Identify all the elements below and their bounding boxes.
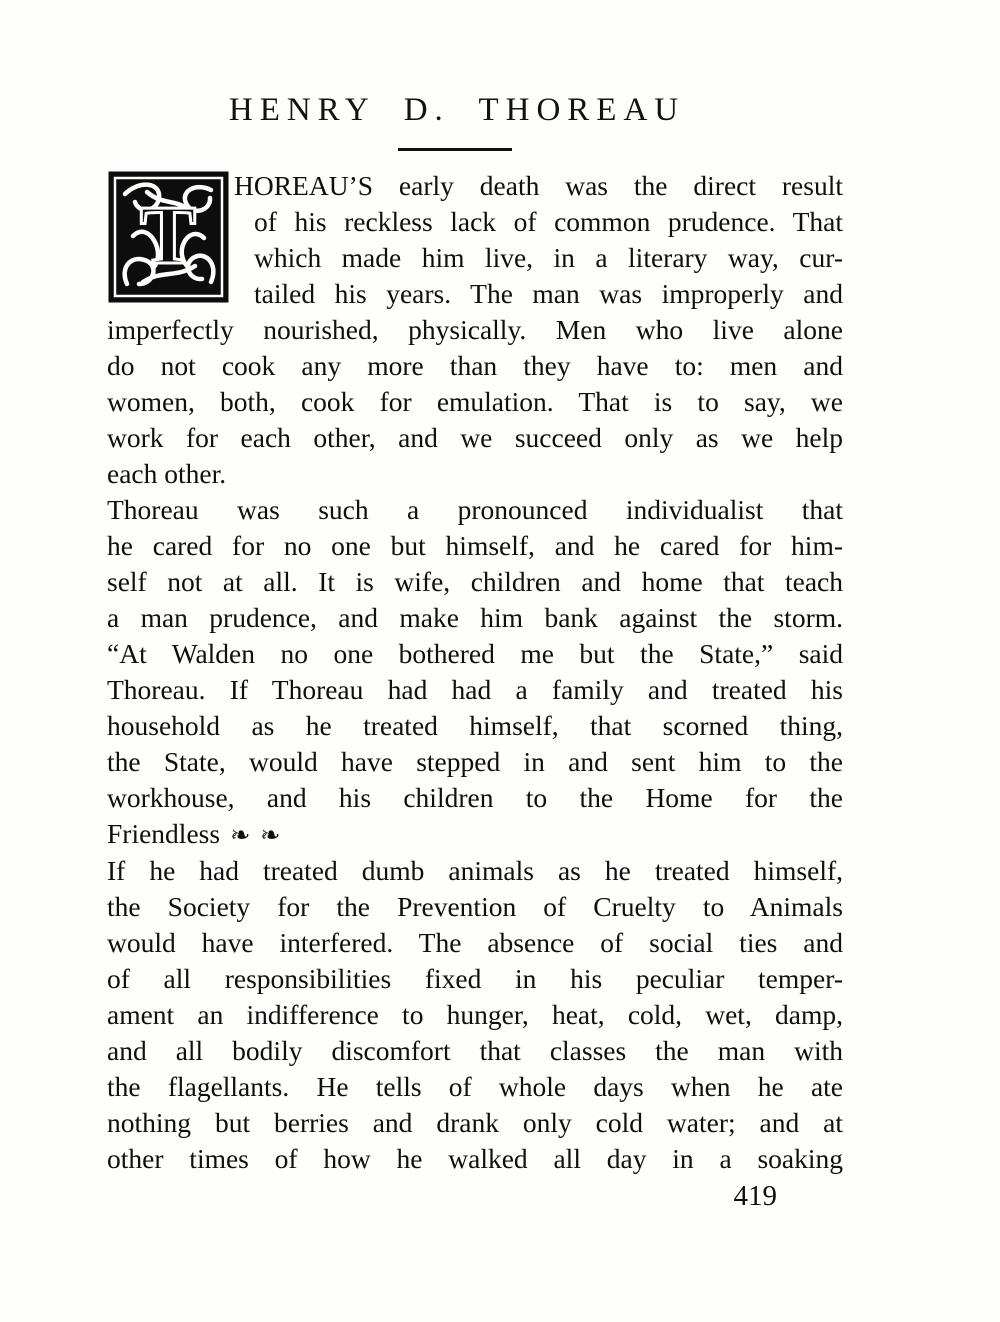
body-text: [107, 168, 843, 1177]
title-rule: [398, 148, 512, 151]
page-number: 419: [733, 1180, 777, 1212]
text-line: household as he treated himself, that scorned thing,: [107, 710, 843, 741]
text-line: nothing but berries and drank only cold water; and at: [107, 1107, 843, 1138]
dropcap-illustration: [107, 170, 230, 304]
text-line: other times of how he walked all day in a soaking: [107, 1143, 843, 1174]
text-line: If he had treated dumb animals as he treated himself,: [107, 855, 843, 886]
text-line: a man prudence, and make him bank against the storm.: [107, 602, 843, 633]
text-line: Friendless ❧ ❧: [107, 818, 281, 849]
fleuron-ornament-icon: ❧: [230, 821, 251, 849]
text-line: Thoreau. If Thoreau had had a family and treated his: [107, 674, 843, 705]
text-line: the State, would have stepped in and sent him to the: [107, 746, 843, 777]
text-line: tailed his years. The man was improperly and: [254, 278, 843, 309]
text-line: the Society for the Prevention of Cruelty to Animals: [107, 891, 843, 922]
text-line: workhouse, and his children to the Home for the: [107, 782, 843, 813]
text-line: do not cook any more than they have to: men and: [107, 350, 843, 381]
text-line: ament an indifference to hunger, heat, cold, wet, damp,: [107, 999, 843, 1030]
text-line: he cared for no one but himself, and he cared for him-: [107, 530, 843, 561]
text-line: and all bodily discomfort that classes the man with: [107, 1035, 843, 1066]
text-line: the flagellants. He tells of whole days when he ate: [107, 1071, 843, 1102]
text-line: of his reckless lack of common prudence. That: [254, 206, 843, 237]
text-line: Thoreau was such a pronounced individualist that: [107, 494, 843, 525]
text-line: HOREAU’S early death was the direct result: [234, 170, 843, 201]
text-line: work for each other, and we succeed only as we help: [107, 422, 843, 453]
dropcap-initial-T-ornament: [107, 170, 230, 304]
text-line: of all responsibilities fixed in his peculiar temper-: [107, 963, 843, 994]
text-line: self not at all. It is wife, children and home that teach: [107, 566, 843, 597]
text-line: women, both, cook for emulation. That is to say, we: [107, 386, 843, 417]
text-line: each other.: [107, 458, 227, 489]
fleuron-ornament-icon: ❧: [260, 821, 281, 849]
text-line: “At Walden no one bothered me but the State,” said: [107, 638, 843, 669]
text-line: which made him live, in a literary way, cur-: [254, 242, 843, 273]
page-title: HENRY D. THOREAU: [228, 92, 686, 128]
text-line: would have interfered. The absence of social ties and: [107, 927, 843, 958]
text-line: imperfectly nourished, physically. Men who live alone: [107, 314, 843, 345]
dropcap-letter: T: [139, 189, 197, 282]
